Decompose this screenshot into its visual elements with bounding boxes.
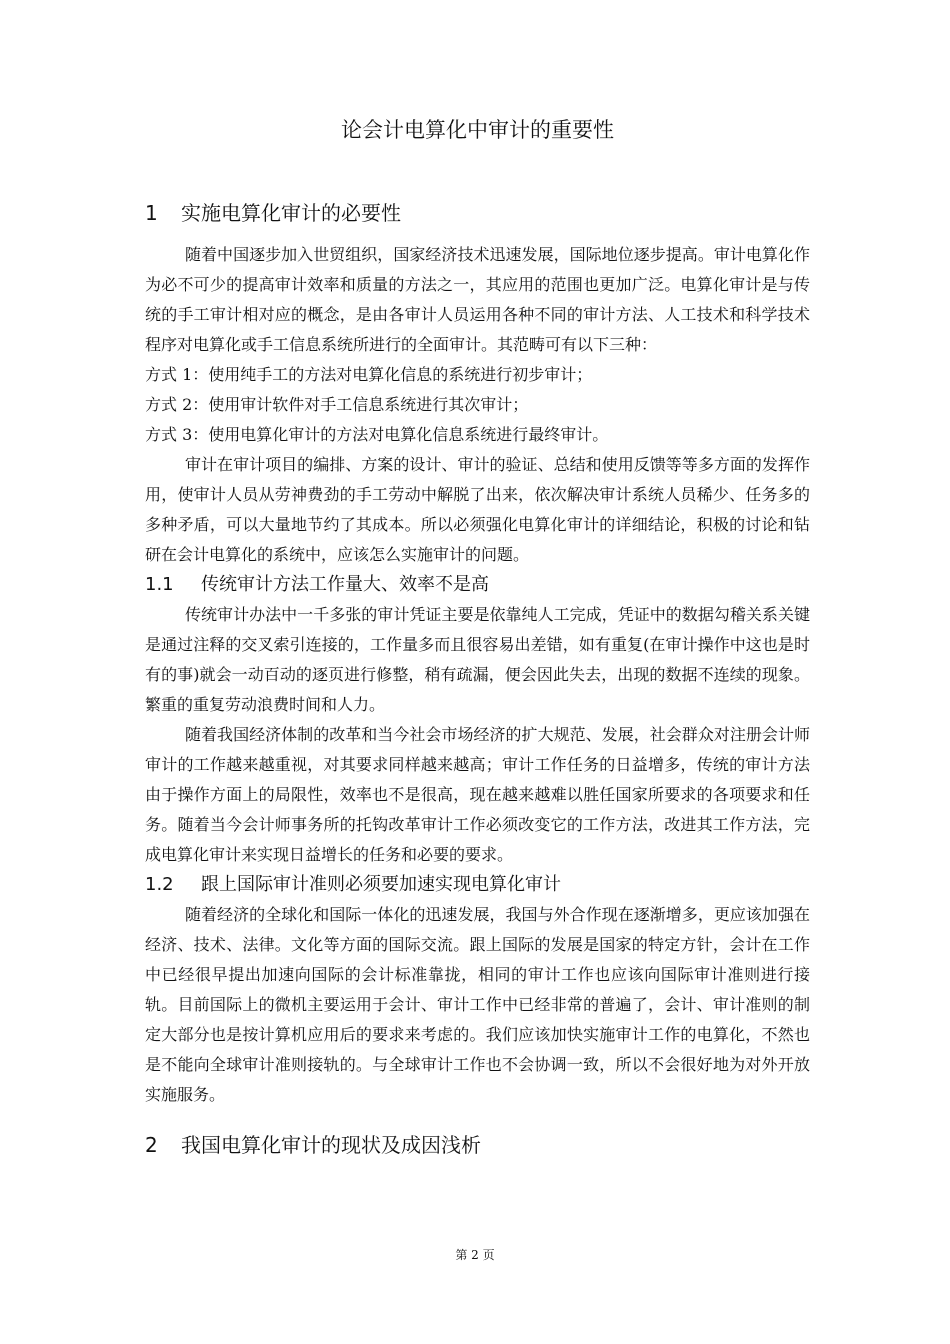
paragraph: 随着中国逐步加入世贸组织，国家经济技术迅速发展，国际地位逐步提高。审计电算化作为必不可少的提高审计效率和质量的方法之一，其应用的范围也更加广泛。电算化审计是与传统的手工审计相对应的概念，是由各审计人员运用各种不同的审计方法、人工技术和科学技术程序对电算化或手工信息系统所进行的全面审计。其范畴可有以下三种： <box>145 245 810 354</box>
section-heading-2 <box>145 1128 810 1162</box>
subsection-heading-1-1 <box>145 570 810 600</box>
paragraph: 传统审计办法中一千多张的审计凭证主要是依靠纯人工完成，凭证中的数据勾稽关系关键是通过注释的交叉索引连接的，工作量多而且很容易出差错，如有重复(在审计操作中这也是时有的事)就会一动百动的逐页进行修整，稍有疏漏，便会因此失去，出现的数据不连续的现象。繁重的重复劳动浪费时间和人力。 <box>145 605 810 714</box>
section-heading-text: 我国电算化审计的现状及成因浅析 <box>181 1133 481 1157</box>
subsection-number: 1.1 <box>145 574 174 595</box>
subsection-heading-1-2 <box>145 870 810 900</box>
subsection-number: 1.2 <box>145 874 174 895</box>
document-page <box>145 110 810 1172</box>
method-line-2: 方式 2：使用审计软件对手工信息系统进行其次审计； <box>145 395 529 414</box>
section-number: 2 <box>145 1133 158 1157</box>
subsection-heading-text: 传统审计方法工作量大、效率不是高 <box>201 574 489 595</box>
paragraph: 审计在审计项目的编排、方案的设计、审计的验证、总结和使用反馈等等多方面的发挥作用，使审计人员从劳神费劲的手工劳动中解脱了出来，依次解决审计系统人员稀少、任务多的多种矛盾，可以大量地节约了其成本。所以必须强化电算化审计的详细结论，积极的讨论和钻研在会计电算化的系统中，应该怎么实施审计的问题。 <box>145 455 810 564</box>
subsection-heading-text: 跟上国际审计准则必须要加速实现电算化审计 <box>201 874 561 895</box>
section-heading-text: 实施电算化审计的必要性 <box>181 201 401 225</box>
section-heading-1 <box>145 196 810 230</box>
paragraph: 随着我国经济体制的改革和当今社会市场经济的扩大规范、发展，社会群众对注册会计师审计的工作越来越重视，对其要求同样越来越高；审计工作任务的日益增多，传统的审计方法由于操作方面上的局限性，效率也不是很高，现在越来越难以胜任国家所要求的各项要求和任务。随着当今会计师事务所的托钩改革审计工作必须改变它的工作方法，改进其工作方法，完成电算化审计来实现日益增长的任务和必要的要求。 <box>145 725 810 864</box>
paragraph: 随着经济的全球化和国际一体化的迅速发展，我国与外合作现在逐渐增多，更应该加强在经济、技术、法律。文化等方面的国际交流。跟上国际的发展是国家的特定方针，会计在工作中已经很早提出加速向国际的会计标准靠拢，相同的审计工作也应该向国际审计准则进行接轨。目前国际上的微机主要运用于会计、审计工作中已经非常的普遍了，会计、审计准则的制定大部分也是按计算机应用后的要求来考虑的。我们应该加快实施审计工作的电算化，不然也是不能向全球审计准则接轨的。与全球审计工作也不会协调一致，所以不会很好地为对外开放实施服务。 <box>145 905 810 1104</box>
method-line-1: 方式 1：使用纯手工的方法对电算化信息的系统进行初步审计； <box>145 365 593 384</box>
method-line-3: 方式 3：使用电算化审计的方法对电算化信息系统进行最终审计。 <box>145 425 609 444</box>
document-title: 论会计电算化中审计的重要性 <box>341 118 614 142</box>
page-number-footer: 第 2 页 <box>455 1248 495 1262</box>
section-number: 1 <box>145 201 158 225</box>
